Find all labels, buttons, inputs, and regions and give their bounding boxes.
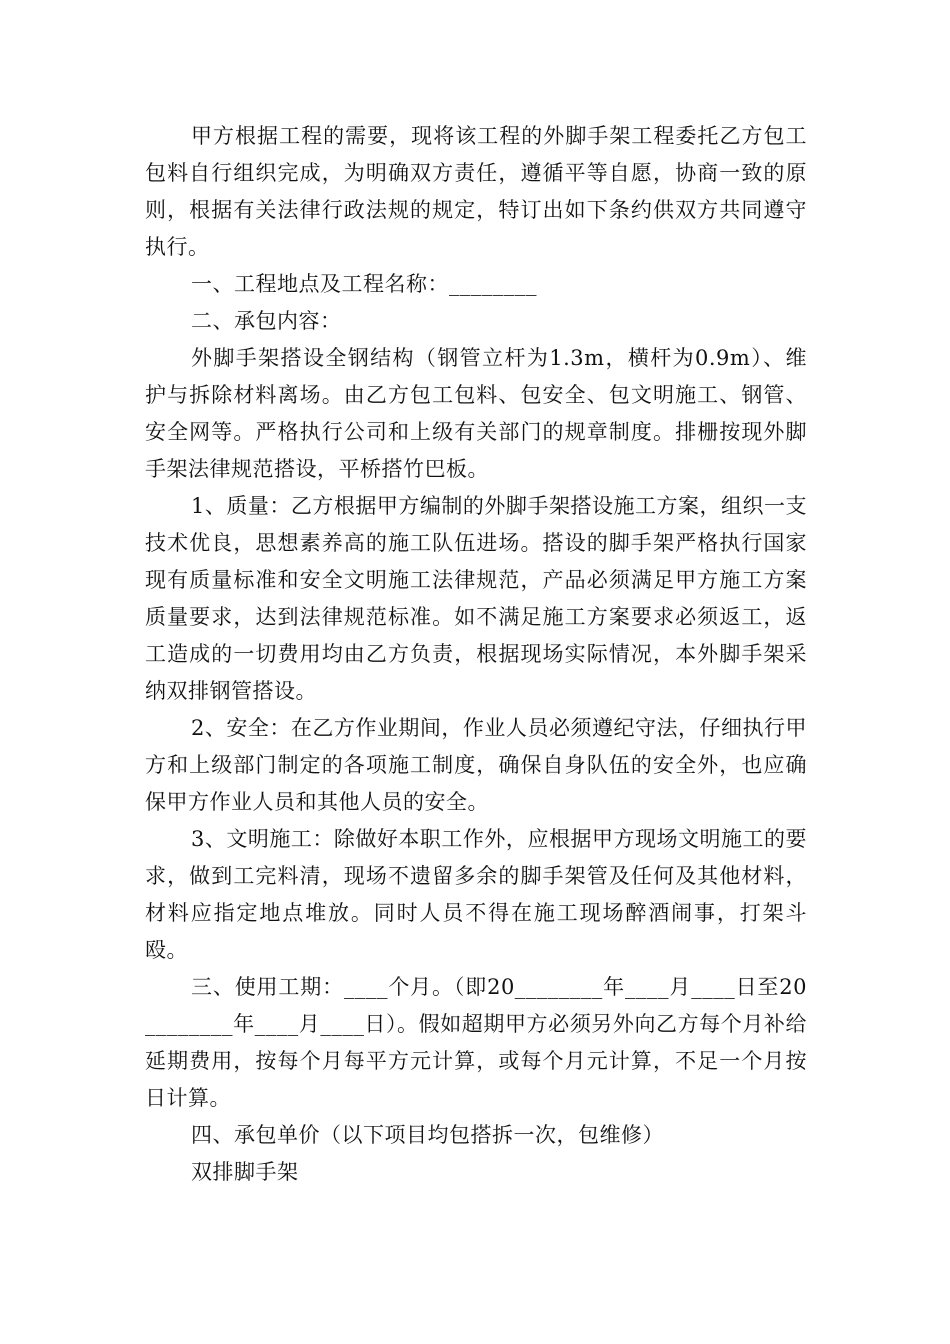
paragraph-quality: 1、质量：乙方根据甲方编制的外脚手架搭设施工方案，组织一支技术优良，思想素养高的施工队伍进场。搭设的脚手架严格执行国家现有质量标准和安全文明施工法律规范，产品必须满足甲方施工方案质量要求，达到法律规范标准。如不满足施工方案要求必须返工，返工造成的一切费用均由乙方负责，根据现场实际情况，本外脚手架采纳双排钢管搭设。: [145, 494, 807, 703]
paragraph-project-location: 一、工程地点及工程名称：________: [191, 272, 537, 296]
document-body: [145, 118, 807, 1191]
paragraph-contract-content-heading: 二、承包内容：: [191, 309, 342, 333]
paragraph-contract-content: 外脚手架搭设全钢结构（钢管立杆为1.3m，横杆为0.9m）、维护与拆除材料离场。由乙方包工包料、包安全、包文明施工、钢管、安全网等。严格执行公司和上级有关部门的规章制度。排栅按现外脚手架法律规范搭设，平桥搭竹巴板。: [145, 346, 807, 481]
paragraph-civilized-construction: 3、文明施工：除做好本职工作外，应根据甲方现场文明施工的要求，做到工完料清，现场不遗留多余的脚手架管及任何及其他材料，材料应指定地点堆放。同时人员不得在施工现场醉酒闹事，打架斗殴。: [145, 827, 807, 962]
paragraph-usage-period: 三、使用工期：____个月。（即20________年____月____日至20________年____月____日）。假如超期甲方必须另外向乙方每个月补给延期费用，按每个月每平方元计算，或每个月元计算，不足一个月按日计算。: [145, 975, 807, 1110]
paragraph-intro: 甲方根据工程的需要，现将该工程的外脚手架工程委托乙方包工包料自行组织完成，为明确双方责任，遵循平等自愿，协商一致的原则，根据有关法律行政法规的规定，特订出如下条约供双方共同遵守执行。: [145, 124, 807, 259]
paragraph-safety: 2、安全：在乙方作业期间，作业人员必须遵纪守法，仔细执行甲方和上级部门制定的各项施工制度，确保自身队伍的安全外，也应确保甲方作业人员和其他人员的安全。: [145, 716, 807, 814]
paragraph-double-row-scaffold: 双排脚手架: [191, 1160, 299, 1184]
paragraph-unit-price-heading: 四、承包单价（以下项目均包搭拆一次，包维修）: [191, 1123, 664, 1147]
